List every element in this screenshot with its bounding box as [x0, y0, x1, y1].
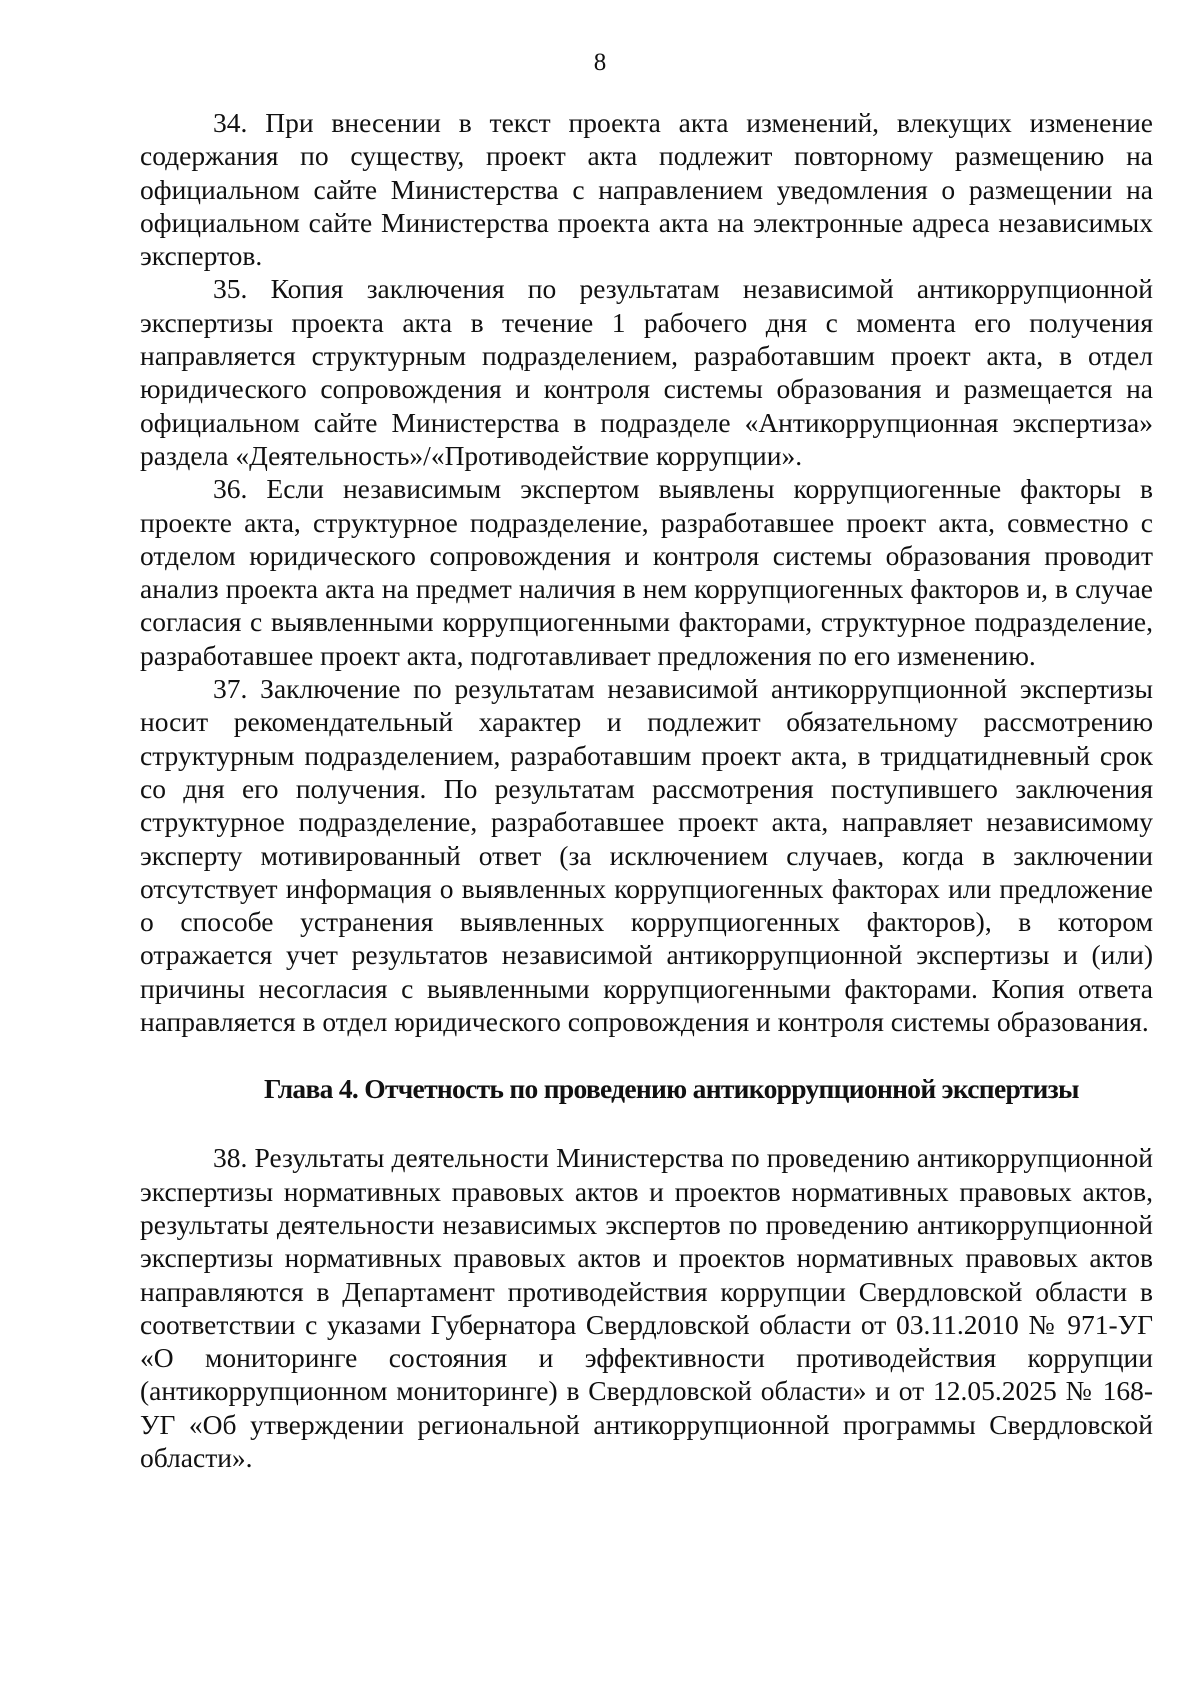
paragraph-36: 36. Если независимым экспертом выявлены коррупциогенные факторы в проекте акта, структурное подразделение, разработавшее проект акта, совместно с отделом юридического сопровождения и контроля системы образования проводит анализ проекта акта на предмет наличия в нем коррупциогенных факторов и, в случае согласия с выявленными коррупциогенными факторами, структурное подразделение, разработавшее проект акта, подготавливает предложения по его изменению.	[140, 473, 1153, 671]
document-body	[140, 106, 1153, 1474]
paragraph-38: 38. Результаты деятельности Министерства по проведению антикоррупционной экспертизы нормативных правовых актов и проектов нормативных правовых актов, результаты деятельности независимых экспертов по проведению антикоррупционной экспертизы нормативных правовых актов и проектов нормативных правовых актов направляются в Департамент противодействия коррупции Свердловской области в соответствии с указами Губернатора Свердловской области от 03.11.2010 № 971-УГ «О мониторинге состояния и эффективности противодействия коррупции (антикоррупционном мониторинге) в Свердловской области» и от 12.05.2025 № 168-УГ «Об утверждении региональной антикоррупционной программы Свердловской области».	[140, 1142, 1153, 1473]
paragraph-35: 35. Копия заключения по результатам независимой антикоррупционной экспертизы проекта акта в течение 1 рабочего дня с момента его получения направляется структурным подразделением, разработавшим проект акта, в отдел юридического сопровождения и контроля системы образования и размещается на официальном сайте Министерства в подразделе «Антикоррупционная экспертиза» раздела «Деятельность»/«Противодействие коррупции».	[140, 273, 1153, 471]
paragraph-37: 37. Заключение по результатам независимой антикоррупционной экспертизы носит рекомендательный характер и подлежит обязательному рассмотрению структурным подразделением, разработавшим проект акта, в тридцатидневный срок со дня его получения. По результатам рассмотрения поступившего заключения структурное подразделение, разработавшее проект акта, направляет независимому эксперту мотивированный ответ (за исключением случаев, когда в заключении отсутствует информация о выявленных коррупциогенных факторах или предложение о способе устранения выявленных коррупциогенных факторов), в котором отражается учет результатов независимой антикоррупционной экспертизы и (или) причины несогласия с выявленными коррупциогенными факторами. Копия ответа направляется в отдел юридического сопровождения и контроля системы образования.	[140, 673, 1153, 1038]
chapter-4-heading: Глава 4. Отчетность по проведению антикоррупционной экспертизы	[264, 1073, 1079, 1105]
page-number: 8	[593, 49, 607, 76]
paragraph-34: 34. При внесении в текст проекта акта изменений, влекущих изменение содержания по существу, проект акта подлежит повторному размещению на официальном сайте Министерства с направлением уведомления о размещении на официальном сайте Министерства проекта акта на электронные адреса независимых экспертов.	[140, 107, 1153, 272]
